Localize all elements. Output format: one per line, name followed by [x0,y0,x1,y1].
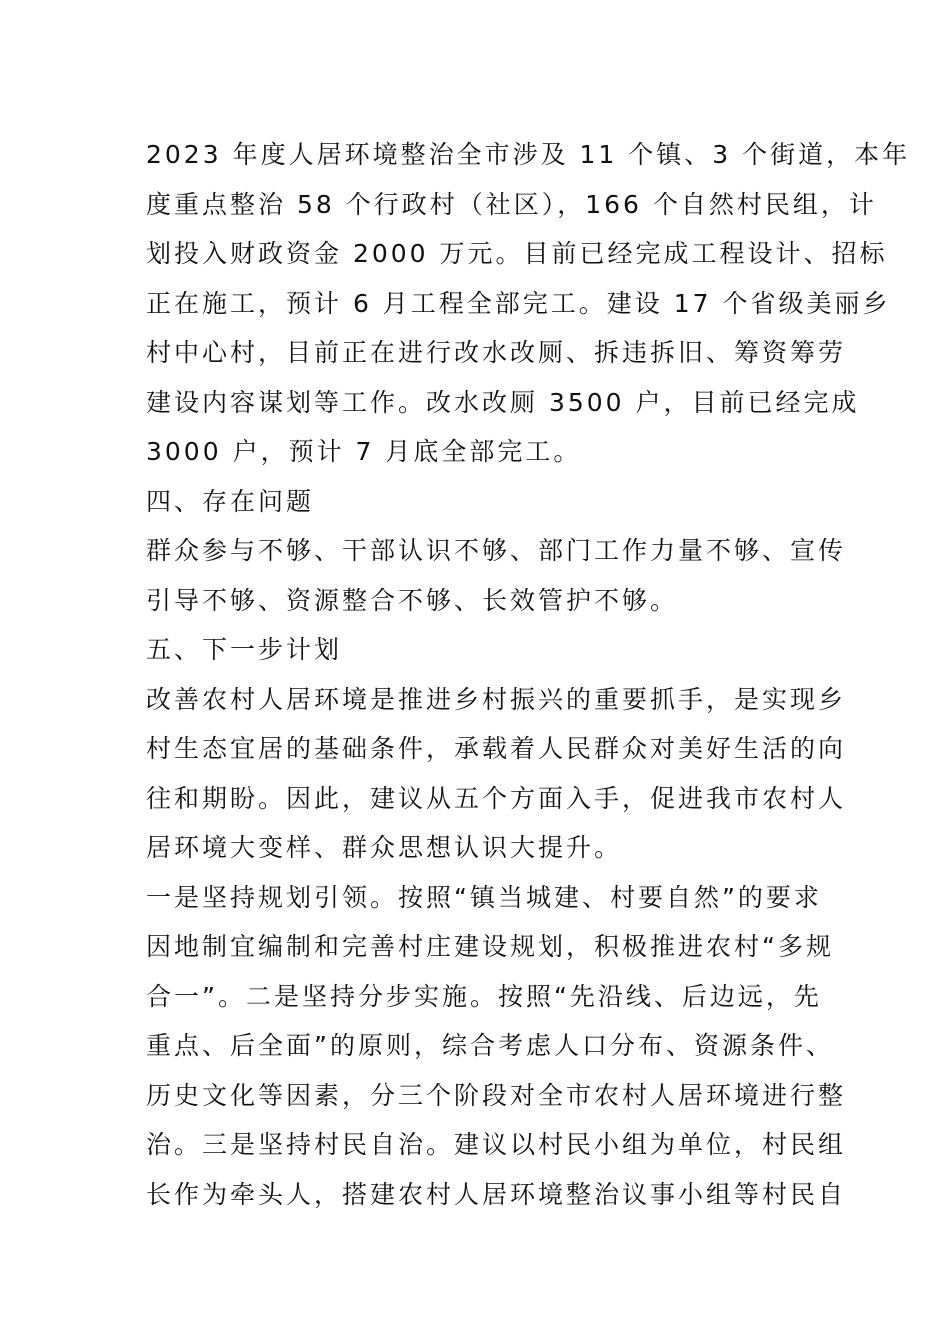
text-line-3: 划投入财政资金 2000 万元。目前已经完成工程设计、招标 [146,239,888,268]
text-line-10: 引导不够、资源整合不够、长效管护不够。 [146,585,679,615]
section-heading-next-plan: 五、下一步计划 [146,635,343,664]
text-line-6: 建设内容谋划等工作。改水改厕 3500 户，目前已经完成 [146,387,860,417]
text-line-21: 治。三是坚持村民自治。建议以村民小组为单位，村民组 [146,1130,847,1159]
text-line-5: 村中心村，目前正在进行改水改厕、拆违拆旧、筹资筹劳 [146,338,847,367]
text-line-20: 历史文化等因素，分三个阶段对全市农村人居环境进行整 [146,1080,847,1110]
text-line-1: 2023 年度人居环境整治全市涉及 11 个镇、3 个街道，本年 [146,140,911,169]
text-line-12: 改善农村人居环境是推进乡村振兴的重要抓手，是实现乡 [146,684,847,714]
text-line-13: 村生态宜居的基础条件，承载着人民群众对美好生活的向 [146,734,847,763]
text-line-19: 重点、后全面”的原则，综合考虑人口分布、资源条件、 [146,1031,834,1060]
text-line-4: 正在施工，预计 6 月工程全部完工。建设 17 个省级美丽乡 [146,288,891,318]
text-line-14: 往和期盼。因此，建议从五个方面入手，促进我市农村人 [146,783,847,813]
text-line-17: 因地制宜编制和完善村庄建设规划，积极推进农村“多规 [146,932,834,961]
text-line-16: 一是坚持规划引领。按照“镇当城建、村要自然”的要求 [146,882,822,912]
document-body [146,130,911,1219]
text-line-2: 度重点整治 58 个行政村（社区），166 个自然村民组，计 [146,189,877,219]
text-line-18: 合一”。二是坚持分步实施。按照“先沿线、后边远，先 [146,981,822,1011]
section-heading-problems: 四、存在问题 [146,486,315,516]
text-line-9: 群众参与不够、干部认识不够、部门工作力量不够、宣传 [146,536,847,565]
text-line-22: 长作为牵头人，搭建农村人居环境整治议事小组等村民自 [146,1179,847,1209]
text-line-7: 3000 户，预计 7 月底全部完工。 [146,437,582,466]
text-line-15: 居环境大变样、群众思想认识大提升。 [146,833,623,862]
